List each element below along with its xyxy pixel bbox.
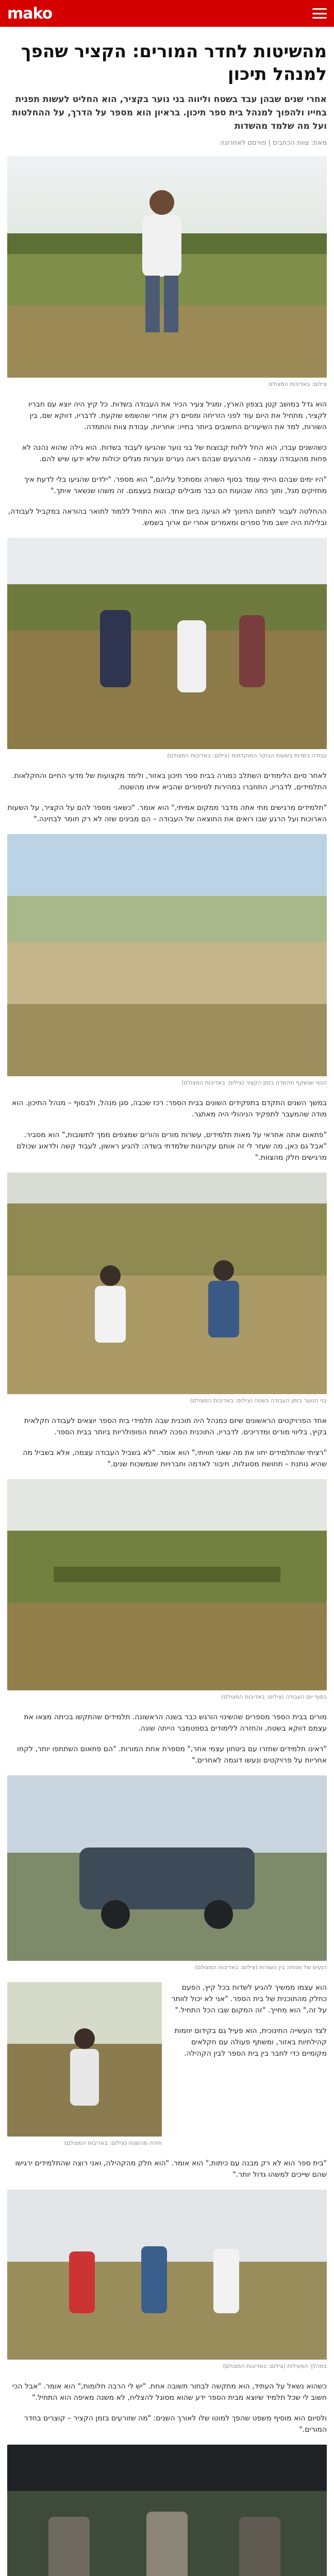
site-logo[interactable]: mako xyxy=(7,4,53,23)
paragraph: אחד הפרויקטים הראשונים שיזם כמנהל היה תוכנית שבה תלמידי בית הספר יוצאים לעבודה חקלאית בקיץ, בליווי מורים ומדריכים. לדבריו, התוכנית הפכה לאחת הפופולריות ביותר בבית הספר. xyxy=(24,1417,327,1436)
article-photo-5 xyxy=(7,1479,327,1690)
menu-icon[interactable] xyxy=(312,8,327,19)
photo-caption: בני הנוער בזמן העבודה בשטח (צילום: באדיבות המצולם) xyxy=(190,1397,327,1404)
paragraph: "היו ימים שבהם הייתי עומד בסוף השורה ומסתכל עליהם," הוא מספר. "ילדים שהגיעו בלי לדעת איך מחזיקים מגל, ותוך כמה שבועות הם כבר מובילים קבוצות בעצמם. זה משהו שנשאר איתך." xyxy=(24,476,327,495)
photo-caption: הנוף שנשקף מהשדה בזמן הקציר (צילום: באדיבות המצולם) xyxy=(181,1079,327,1086)
paragraph: לאחר סיום הלימודים השתלב כמורה בבית ספר תיכון באזור, ולימד מקצועות של מדעי החיים והחקלאות. התלמידים, לדבריו, התחברו במהירות לסיפורים שהביא איתו מהשטח. xyxy=(12,772,327,791)
landscape-image xyxy=(7,834,327,1076)
paragraph: ולסיום הוא מוסיף משפט שהפך למוטו שלו לאורך השנים: "מה שזורעים בזמן הקציר – קוצרים בחדר המורים." xyxy=(24,2414,327,2434)
vehicle-image xyxy=(7,1775,327,1961)
paragraph: מורים בבית הספר מספרים שהשינוי הורגש כבר בשנה הראשונה. תלמידים שהתקשו בכיתה מצאו את עצמם דווקא בשטח, והחזרה ללימודים בספטמבר הייתה שונה. xyxy=(24,1713,327,1733)
article-byline: מאת: צוות הכתבים | פורסם לאחרונה xyxy=(220,139,327,147)
article-photo-6 xyxy=(7,1775,327,1961)
article-photo-7 xyxy=(7,1982,162,2137)
photo-caption: עבודה בשדות בשעות הבוקר המוקדמות (צילום: באדיבות המצולם) xyxy=(167,752,327,759)
paragraph: לצד העשייה החינוכית, הוא פעיל גם בקידום יוזמות קהילתיות באזור, ומשתף פעולה עם חקלאים מקומיים כדי לחבר בין בית הספר לבין הקהילה. xyxy=(174,2027,327,2058)
field-rest-image xyxy=(7,1479,327,1690)
photo-caption: בסוף יום העבודה (צילום: באדיבות המצולם) xyxy=(221,1693,327,1700)
paragraph: "ראינו תלמידים שחזרו עם ביטחון עצמי אחר," מספרת אחת המורות. "הם פתאום השתתפו יותר, לקחו אחריות על פרויקטים ונעשו דוגמה לאחרים." xyxy=(17,1745,327,1765)
field-work-image xyxy=(7,538,327,749)
photo-caption: חזרה מהשטח (צילום: באדיבות המצולם) xyxy=(64,2140,162,2146)
paragraph: "פתאום אתה אחראי על מאות תלמידים, עשרות מורים והורים שמצפים ממך לתשובות," הוא מסביר. "אבל גם כאן, מה שעזר לי זה אותם עקרונות שלמדתי בשדה: להגיע ראשון, לעבוד קשה ולדאוג שכולם מרגישים חלק מהצוות." xyxy=(16,1131,327,1162)
video-player[interactable] xyxy=(7,2445,327,2576)
site-header xyxy=(0,0,334,27)
text-with-side-photo xyxy=(7,1982,327,2158)
paragraph: כשהשנים עברו, הוא החל ללוות קבוצות של בני נוער שהגיעו לעבוד בשדות. הוא גילה שהוא נהנה לא פחות מהעבודה עצמה – מהרגעים שבהם ראה נערים ונערות מגלים יכולות שלא ידעו שיש להם. xyxy=(22,444,327,463)
paragraph: הוא גדל במושב קטן בצפון הארץ, ומגיל צעיר הכיר את העבודה בשדות. כל קיץ היה יוצא עם חבריו לקציר, מתחיל את היום עוד לפני הזריחה ומסיים רק אחרי שהשמש שוקעת. לדבריו, דווקא שם, בין השורות, למד את השיעורים החשובים ביותר בחייו: אחריות, עבודת צוות והתמדה. xyxy=(28,400,327,431)
article-photo-2 xyxy=(7,538,327,749)
returning-image xyxy=(7,1982,162,2137)
article-photo-4 xyxy=(7,1173,327,1394)
article xyxy=(0,40,334,2576)
article-subtitle: אחרי שנים שבהן עבד בשטח וליווה בני נוער בקציר, הוא החליט לעשות תפנית בחייו ולהפוך למנהל בית ספר תיכון. בראיון הוא מספר על הדרך, על ההחלטות ועל מה שלמד מהשדות xyxy=(12,94,327,131)
article-photo-1 xyxy=(7,156,327,378)
field-person-image xyxy=(7,156,327,378)
article-photo-3 xyxy=(7,834,327,1076)
photo-caption: במהלך הפעילות (צילום: באדיבות המצולם) xyxy=(223,2363,327,2369)
paragraph: "תלמידים מרגישים מתי אתה מדבר ממקום אמיתי," הוא אומר. "כשאני מספר להם על הקציר, על השעות הארוכות ועל הרגע שבו רואים את התוצאה של העבודה – הם מבינים שזה לא רק חומר לבחינה." xyxy=(7,804,327,823)
photo-caption: רגעים של מנוחה בין השורות (צילום: באדיבות המצולם) xyxy=(195,1964,327,1971)
paragraph: הוא עצמו ממשיך להגיע לשדות בכל קיץ, הפעם כחלק מהתוכנית של בית הספר. "אני לא יכול לוותר על זה," הוא מחייך. "זה המקום שבו הכל התחיל." xyxy=(171,1984,327,2014)
paragraph: "רציתי שהתלמידים יחוו את מה שאני חוויתי," הוא אומר. "לא בשביל העבודה עצמה, אלא בשביל מה שהיא נותנת – תחושת מסוגלות, חיבור לאדמה וחברויות שנמשכות שנים." xyxy=(23,1449,327,1468)
paragraph: כשהוא נשאל על העתיד, הוא מתקשה לבחור תשובה אחת. "יש לי הרבה חלומות," הוא אומר. "אבל הכי חשוב לי שכל תלמיד שיוצא מבית הספר ידע שהוא מסוגל להצליח, לא משנה מאיפה הוא התחיל." xyxy=(12,2382,327,2402)
activity-image xyxy=(7,2190,327,2360)
paragraph: "בית ספר הוא לא רק מבנה עם כיתות," הוא אומר. "הוא חלק מהקהילה, ואני רוצה שהתלמידים ירגישו שהם שייכים למשהו גדול יותר." xyxy=(15,2159,327,2179)
article-photo-8 xyxy=(7,2190,327,2360)
youth-working-image xyxy=(7,1173,327,1394)
photo-caption: צילום: באדיבות המצולם xyxy=(269,381,327,387)
paragraph: ההחלטה לעבור לתחום החינוך לא הגיעה ביום אחד. הוא התחיל ללמוד לתואר בהוראה במקביל לעבודה, ובלילות היה יושב מול ספרים ומאמרים אחרי יום ארוך בשמש. xyxy=(8,507,327,527)
paragraph: במשך השנים התקדם בתפקידים השונים בבית הספר: רכז שכבה, סגן מנהל, ולבסוף – מנהל התיכון. הוא מודה שהמעבר לתפקיד הניהולי היה מאתגר. xyxy=(11,1099,327,1118)
article-title: מהשיטות לחדר המורים: הקציר שהפך למנהל תיכון xyxy=(21,41,327,84)
video-frame xyxy=(7,2445,327,2576)
